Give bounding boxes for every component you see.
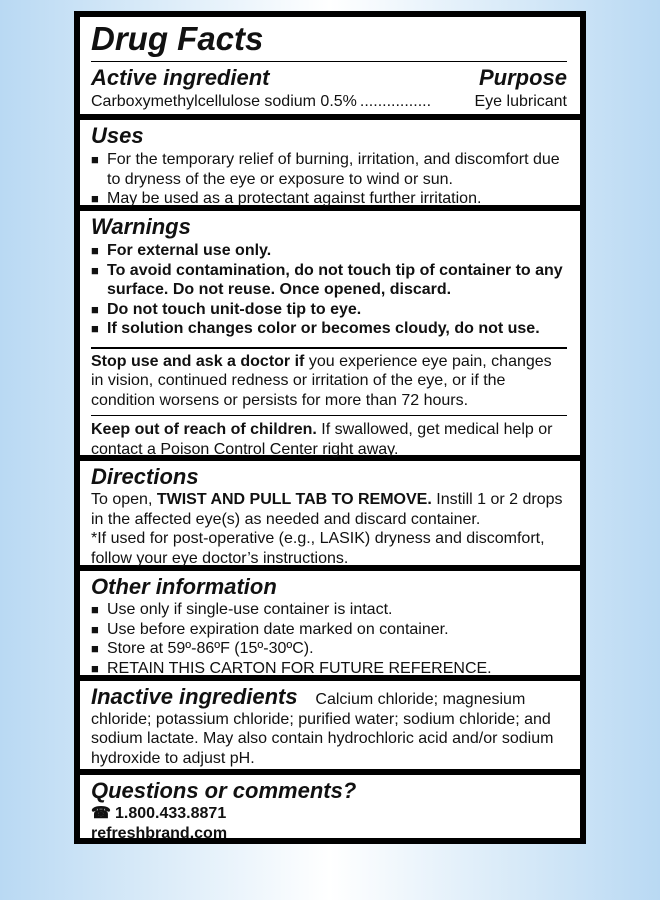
directions-bold: TWIST AND PULL TAB TO REMOVE. (156, 491, 432, 508)
inactive-heading: Inactive ingredients (91, 684, 298, 709)
other-info-heading: Other information (91, 574, 277, 599)
section-warnings (80, 211, 580, 458)
section-uses (80, 120, 580, 205)
uses-heading: Uses (91, 123, 144, 148)
phone-icon: ☎ (91, 805, 111, 822)
list-item: ■ RETAIN THIS CARTON FOR FUTURE REFERENCE. (91, 659, 567, 679)
directions-heading: Directions (91, 464, 199, 489)
active-header-row (91, 67, 567, 89)
list-item: ■ For external use only. (91, 241, 567, 261)
active-ingredient-line (91, 92, 567, 111)
purpose-heading: Purpose (478, 65, 567, 90)
directions-note: *If used for post-operative (e.g., LASIK) dryness and discomfort, follow your eye doctor’s instructions. (91, 530, 545, 567)
website-link[interactable]: refreshbrand.com (91, 824, 228, 842)
keep-out-bold: Keep out of reach of children. (91, 421, 317, 438)
list-item: ■ Use only if single-use container is intact. (91, 600, 567, 620)
questions-heading: Questions or comments? (91, 778, 357, 803)
section-directions (80, 461, 580, 565)
list-item: ■ Store at 59º-86ºF (15º-30ºC). (91, 639, 567, 659)
page-title: Drug Facts (91, 20, 264, 57)
stop-use-text: you experience eye pain, changes in vision, continued redness or irritation of the eye, or if the condition worsens or persists for more than 72 hours. (91, 352, 552, 409)
ingredient-purpose: Eye lubricant (474, 93, 567, 110)
list-item: ■ For the temporary relief of burning, irritation, and discomfort due to dryness of the eye or exposure to wind or sun. (91, 150, 567, 189)
directions-pre: To open, (91, 491, 157, 508)
divider (91, 347, 567, 349)
section-questions (80, 775, 580, 842)
phone-number[interactable]: 1.800.433.8871 (115, 805, 227, 822)
leader-dots: ................ (359, 93, 432, 110)
list-item: ■ If solution changes color or becomes cloudy, do not use. (91, 319, 567, 339)
directions-text (91, 490, 567, 529)
list-item: ■ May be used as a protectant against further irritation. (91, 189, 567, 209)
keep-out-text: If swallowed, get medical help or contact a Poison Control Center right away. (91, 421, 553, 458)
section-other-information (80, 571, 580, 675)
stop-use-bold: Stop use and ask a doctor if (91, 352, 305, 370)
section-inactive-ingredients (80, 681, 580, 769)
stop-use-paragraph (91, 352, 567, 411)
inactive-text: Calcium chloride; magnesium chloride; potassium chloride; purified water; sodium chloride; and sodium lactate. May also contain hydrochloric acid and/or sodium hydroxide to adjust pH. (91, 691, 554, 767)
keep-out-paragraph (91, 420, 567, 459)
divider (91, 61, 567, 62)
divider (91, 415, 567, 416)
directions-post: Instill 1 or 2 drops in the affected eye(s) as needed and discard container. (91, 491, 563, 528)
active-ingredient-heading: Active ingredient (91, 65, 270, 90)
inactive-paragraph (91, 681, 567, 768)
section-active-ingredient (80, 17, 580, 114)
ingredient-name: Carboxymethylcellulose sodium 0.5% (91, 93, 357, 110)
warnings-heading: Warnings (91, 214, 191, 239)
phone-line (91, 804, 567, 824)
drug-facts-panel (74, 11, 586, 844)
list-item: ■ Do not touch unit-dose tip to eye. (91, 300, 567, 320)
list-item: ■ Use before expiration date marked on container. (91, 620, 567, 640)
list-item: ■ To avoid contamination, do not touch tip of container to any surface. Do not reuse. Once opened, discard. (91, 261, 567, 300)
